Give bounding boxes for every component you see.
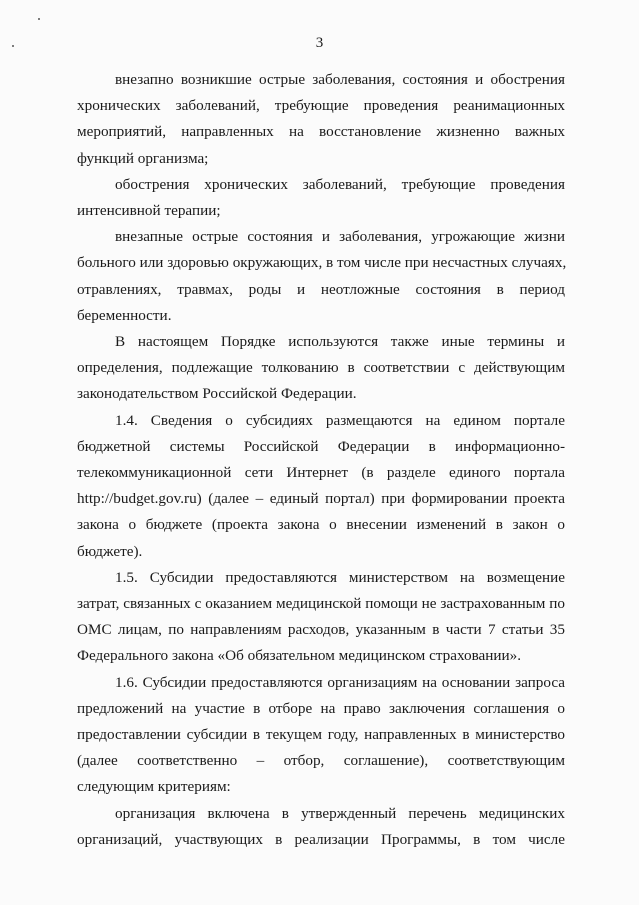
paragraph-1-5 [77, 565, 565, 670]
text-line: Федерального закона «Об обязательном медицинском страховании». [77, 647, 522, 665]
text-line: закона о бюджете (проекта закона о внесении изменений в закон о [77, 516, 565, 534]
text-line: бюджетной системы Российской Федерации в информационно- [77, 437, 565, 455]
text-line: предоставлении субсидии в текущем году, направленных в министерство [77, 726, 565, 744]
text-line: http://budget.gov.ru) (далее – единый портал) при формировании проекта [77, 490, 565, 508]
text-line: 1.5. Субсидии предоставляются министерством на возмещение [115, 568, 565, 586]
text-line: беременности. [77, 306, 172, 324]
text-line: 1.6. Субсидии предоставляются организациям на основании запроса [115, 673, 565, 691]
text-line: организаций, участвующих в реализации Программы, в том числе [77, 830, 565, 848]
text-line: мероприятий, направленных на восстановление жизненно важных [77, 123, 565, 141]
text-line: больного или здоровью окружающих, в том числе при несчастных случаях, [77, 254, 567, 272]
text-line: В настоящем Порядке используются также иные термины и [115, 333, 565, 351]
text-line: телекоммуникационной сети Интернет (в разделе единого портала [77, 464, 565, 482]
text-line: интенсивной терапии; [77, 202, 221, 220]
text-line: определения, подлежащие толкованию в соответствии с действующим [77, 359, 565, 377]
text-line: функций организма; [77, 149, 209, 167]
document-body [77, 67, 565, 853]
text-line: обострения хронических заболеваний, требующие проведения [115, 175, 565, 193]
paragraph-emergency-conditions [77, 67, 565, 172]
text-line: 1.4. Сведения о субсидиях размещаются на едином портале [115, 411, 565, 429]
text-line: организация включена в утвержденный перечень медицинских [115, 804, 565, 822]
paragraph-1-4 [77, 408, 565, 565]
text-line: (далее соответственно – отбор, соглашение), соответствующим [77, 752, 565, 770]
text-line: затрат, связанных с оказанием медицинской помощи не застрахованным по [77, 595, 565, 613]
scan-speck [12, 45, 14, 47]
paragraph-other-terms [77, 329, 565, 408]
text-line: внезапные острые состояния и заболевания, угрожающие жизни [115, 228, 565, 246]
paragraph-chronic-exacerbations [77, 172, 565, 224]
scan-speck [38, 18, 40, 20]
text-line: законодательством Российской Федерации. [77, 385, 357, 403]
paragraph-1-6 [77, 670, 565, 801]
text-line: внезапно возникшие острые заболевания, состояния и обострения [115, 71, 565, 88]
text-line: ОМС лицам, по направлениям расходов, указанным в части 7 статьи 35 [77, 621, 565, 639]
text-line: отравлениях, травмах, роды и неотложные состояния в период [77, 280, 565, 298]
text-line: следующим критериям: [77, 778, 231, 796]
text-line: предложений на участие в отборе на право заключения соглашения о [77, 699, 565, 717]
page-number: 3 [315, 35, 324, 51]
paragraph-sudden-acute-states [77, 224, 565, 329]
paragraph-criteria-organization [77, 801, 565, 853]
text-line: хронических заболеваний, требующие проведения реанимационных [77, 97, 565, 115]
text-line: бюджете). [77, 542, 143, 560]
